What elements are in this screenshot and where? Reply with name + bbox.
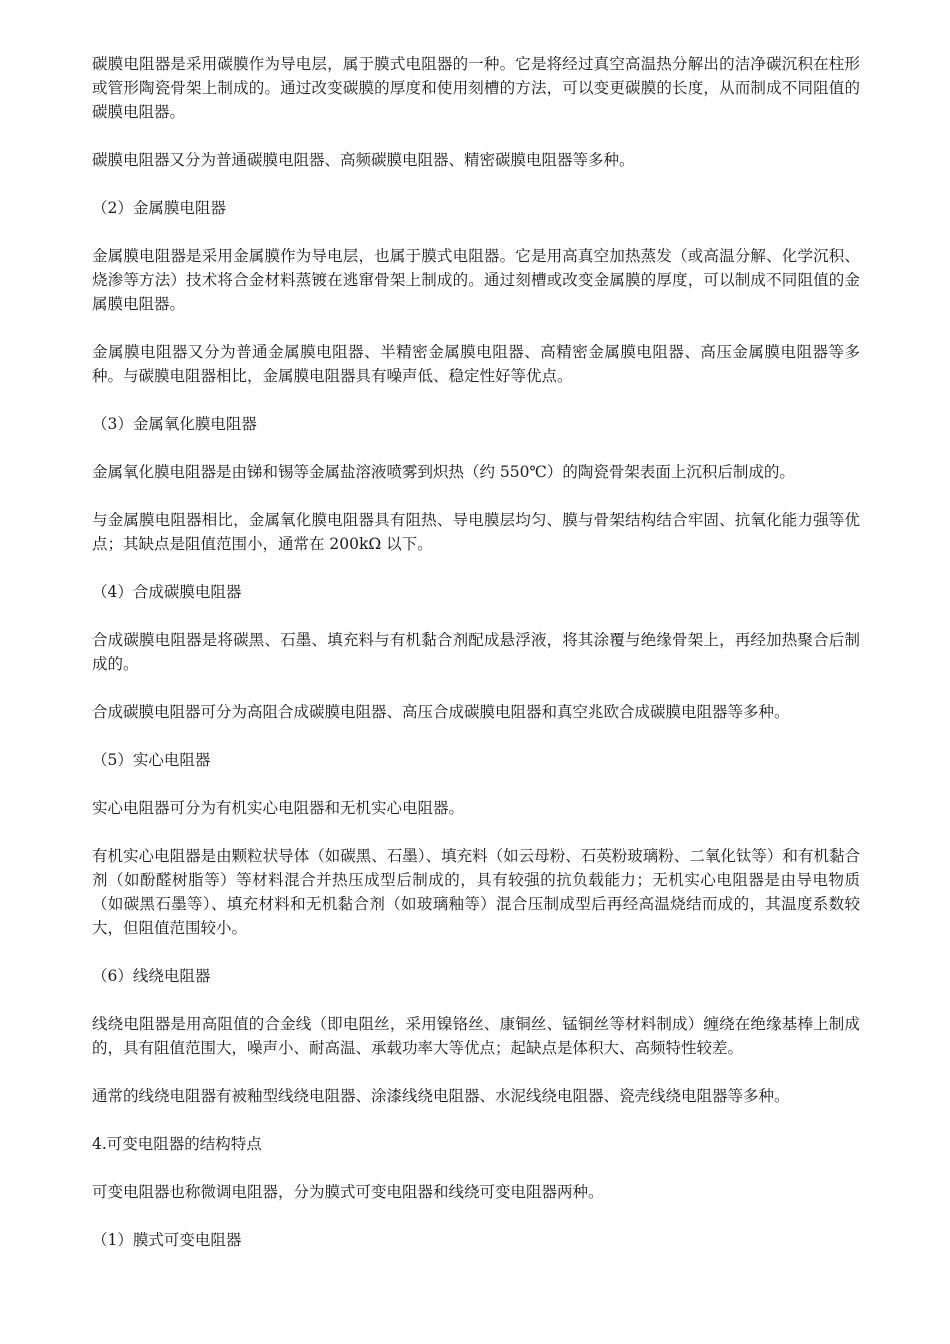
heading-wirewound-resistor: （6）线绕电阻器 — [92, 967, 211, 985]
paragraph-synthetic-carbon-intro: 合成碳膜电阻器是将碳黑、石墨、填充料与有机黏合剂配成悬浮液，将其涂覆与绝缘骨架上，再经加热聚合后制成的。 — [92, 631, 860, 673]
heading-metal-film: （2）金属膜电阻器 — [92, 199, 226, 217]
paragraph-synthetic-carbon-types: 合成碳膜电阻器可分为高阻合成碳膜电阻器、高压合成碳膜电阻器和真空兆欧合成碳膜电阻器等多种。 — [92, 703, 790, 721]
heading-solid-resistor: （5）实心电阻器 — [92, 751, 211, 769]
heading-synthetic-carbon-film: （4）合成碳膜电阻器 — [92, 583, 242, 601]
paragraph-metal-film-intro: 金属膜电阻器是采用金属膜作为导电层，也属于膜式电阻器。它是用高真空加热蒸发（或高温分解、化学沉积、烧渗等方法）技术将合金材料蒸镀在逃窜骨架上制成的。通过刻槽或改变金属膜的厚度，可以制成不同阻值的金属膜电阻器。 — [92, 247, 860, 313]
paragraph-wirewound-types: 通常的线绕电阻器有被釉型线绕电阻器、涂漆线绕电阻器、水泥线绕电阻器、瓷壳线绕电阻器等多种。 — [92, 1087, 790, 1105]
heading-variable-resistor-structure: 4.可变电阻器的结构特点 — [92, 1135, 262, 1153]
paragraph-wirewound-intro: 线绕电阻器是用高阻值的合金线（即电阻丝，采用镍铬丝、康铜丝、锰铜丝等材料制成）缠绕在绝缘基棒上制成的，具有阻值范围大，噪声小、耐高温、承载功率大等优点；起缺点是体积大、高频特性较差。 — [92, 1015, 860, 1057]
document-body — [92, 52, 860, 1276]
paragraph-solid-resistor-types: 实心电阻器可分为有机实心电阻器和无机实心电阻器。 — [92, 799, 465, 817]
paragraph-metal-film-types: 金属膜电阻器又分为普通金属膜电阻器、半精密金属膜电阻器、高精密金属膜电阻器、高压金属膜电阻器等多种。与碳膜电阻器相比，金属膜电阻器具有噪声低、稳定性好等优点。 — [92, 343, 860, 385]
paragraph-metal-oxide-compare: 与金属膜电阻器相比，金属氧化膜电阻器具有阻热、导电膜层均匀、膜与骨架结构结合牢固、抗氧化能力强等优点；其缺点是阻值范围小，通常在 200kΩ 以下。 — [92, 511, 860, 553]
heading-metal-oxide-film: （3）金属氧化膜电阻器 — [92, 415, 257, 433]
paragraph-solid-resistor-detail: 有机实心电阻器是由颗粒状导体（如碳黑、石墨）、填充料（如云母粉、石英粉玻璃粉、二氧化钛等）和有机黏合剂（如酚醛树脂等）等材料混合并热压成型后制成的，具有较强的抗负载能力；无机实心电阻器是由导电物质（如碳黑石墨等）、填充材料和无机黏合剂（如玻璃釉等）混合压制成型后再经高温烧结而成的，其温度系数较大，但阻值范围较小。 — [92, 847, 860, 937]
paragraph-variable-resistor-intro: 可变电阻器也称微调电阻器，分为膜式可变电阻器和线绕可变电阻器两种。 — [92, 1183, 604, 1201]
paragraph-metal-oxide-intro: 金属氧化膜电阻器是由锑和锡等金属盐溶液喷雾到炽热（约 550℃）的陶瓷骨架表面上沉积后制成的。 — [92, 463, 795, 481]
paragraph-carbon-film-intro: 碳膜电阻器是采用碳膜作为导电层，属于膜式电阻器的一种。它是将经过真空高温热分解出的洁净碳沉积在柱形或管形陶瓷骨架上制成的。通过改变碳膜的厚度和使用刻槽的方法，可以变更碳膜的长度，从而制成不同阻值的碳膜电阻器。 — [92, 55, 860, 121]
paragraph-carbon-film-types: 碳膜电阻器又分为普通碳膜电阻器、高频碳膜电阻器、精密碳膜电阻器等多种。 — [92, 151, 635, 169]
heading-film-variable-resistor: （1）膜式可变电阻器 — [92, 1231, 242, 1249]
